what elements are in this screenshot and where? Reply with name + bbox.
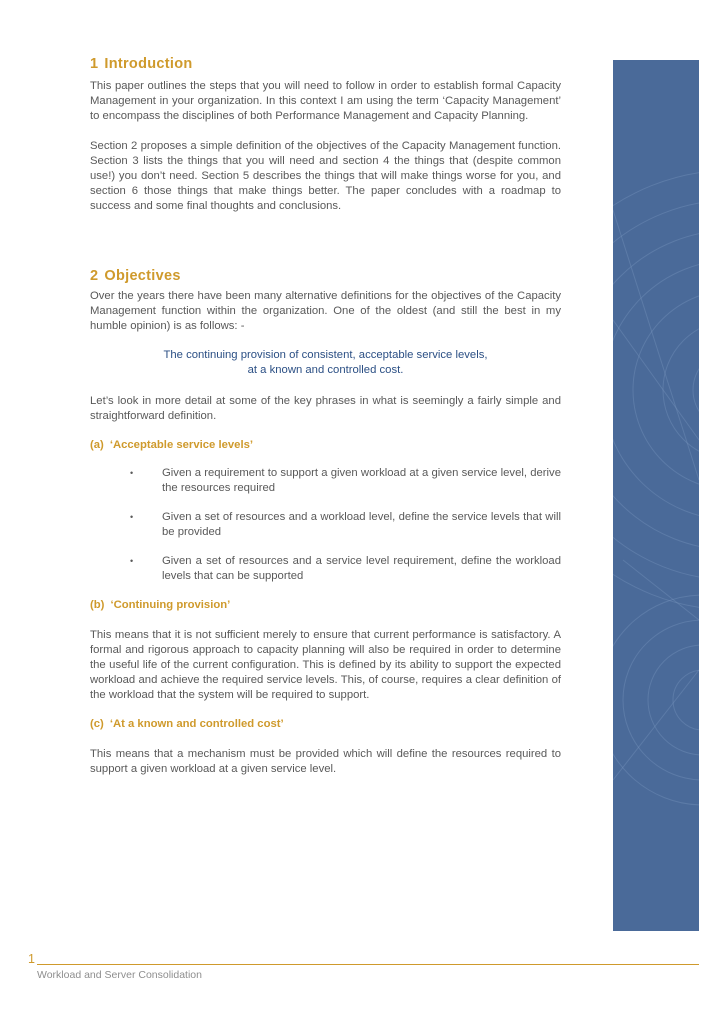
footer-divider xyxy=(37,964,699,965)
bullet-icon: • xyxy=(130,468,134,478)
bullet-text: Given a requirement to support a given workload at a given service level, derive the resources required xyxy=(162,467,561,494)
section-number: 1 xyxy=(90,56,99,72)
intro-paragraph: This paper outlines the steps that you will need to follow in order to establish formal Capacity Management in your organization. In this context I am using the term ‘Capacity Management’ to encompass the disciplines of both Performance Management and Capacity Planning. xyxy=(90,80,561,122)
list-item xyxy=(90,554,561,584)
decorative-sidebar-panel xyxy=(613,60,699,931)
bullet-list xyxy=(90,466,561,584)
objectives-intro-paragraph: Over the years there have been many alternative definitions for the objectives of the Capacity Management function within the organization. One of the oldest (and still the best in my humble opinion) is as follows: - xyxy=(90,290,561,332)
definition-quote-line-2: at a known and controlled cost. xyxy=(247,364,404,376)
subsection-title: ‘At a known and controlled cost’ xyxy=(109,718,284,730)
subsection-heading-b xyxy=(90,598,561,613)
subsection-label: (a) xyxy=(90,439,104,451)
list-item xyxy=(90,466,561,496)
bullet-text: Given a set of resources and a workload level, define the service levels that will be provided xyxy=(162,511,561,538)
list-item xyxy=(90,510,561,540)
subsection-heading-c xyxy=(90,717,561,732)
section-heading-objectives xyxy=(90,267,561,285)
subsection-b-paragraph: This means that it is not sufficient merely to ensure that current performance is satisfactory. A formal and rigorous approach to capacity planning will also be required in order to determine the useful life of the current configuration. This is defined by its ability to support the expected workload and achieve the required service levels. This, of course, requires a clear definition of the workload that the system will be required to support. xyxy=(90,629,561,701)
page-number: 1 xyxy=(28,952,35,966)
intro-paragraph: Section 2 proposes a simple definition of the objectives of the Capacity Management function. Section 3 lists the things that you will need and section 4 the things that (despite common use!) you don’t need. Section 5 describes the things that will make things worse for you, and section 6 those things that make things better. The paper concludes with a roadmap to success and some final thoughts and conclusions. xyxy=(90,140,561,212)
section-heading-introduction xyxy=(90,55,561,73)
bullet-text: Given a set of resources and a service level requirement, define the workload levels that can be supported xyxy=(162,555,561,582)
section-title: Introduction xyxy=(104,56,193,72)
bullet-icon: • xyxy=(130,556,134,566)
followup-paragraph: Let’s look in more detail at some of the key phrases in what is seemingly a fairly simple and straightforward definition. xyxy=(90,395,561,422)
subsection-c-paragraph: This means that a mechanism must be provided which will define the resources required to support a given workload at a given service level. xyxy=(90,748,561,775)
sidebar-pattern-graphic xyxy=(613,60,699,931)
page-content xyxy=(90,55,561,777)
footer-title: Workload and Server Consolidation xyxy=(37,969,202,981)
subsection-heading-a xyxy=(90,438,561,453)
subsection-label: (b) xyxy=(90,599,105,611)
section-number: 2 xyxy=(90,268,99,284)
section-title: Objectives xyxy=(104,268,181,284)
bullet-icon: • xyxy=(130,512,134,522)
subsection-title: ‘Continuing provision’ xyxy=(110,599,231,611)
definition-quote-line-1: The continuing provision of consistent, acceptable service levels, xyxy=(163,349,488,361)
subsection-title: ‘Acceptable service levels’ xyxy=(109,439,253,451)
subsection-label: (c) xyxy=(90,718,104,730)
